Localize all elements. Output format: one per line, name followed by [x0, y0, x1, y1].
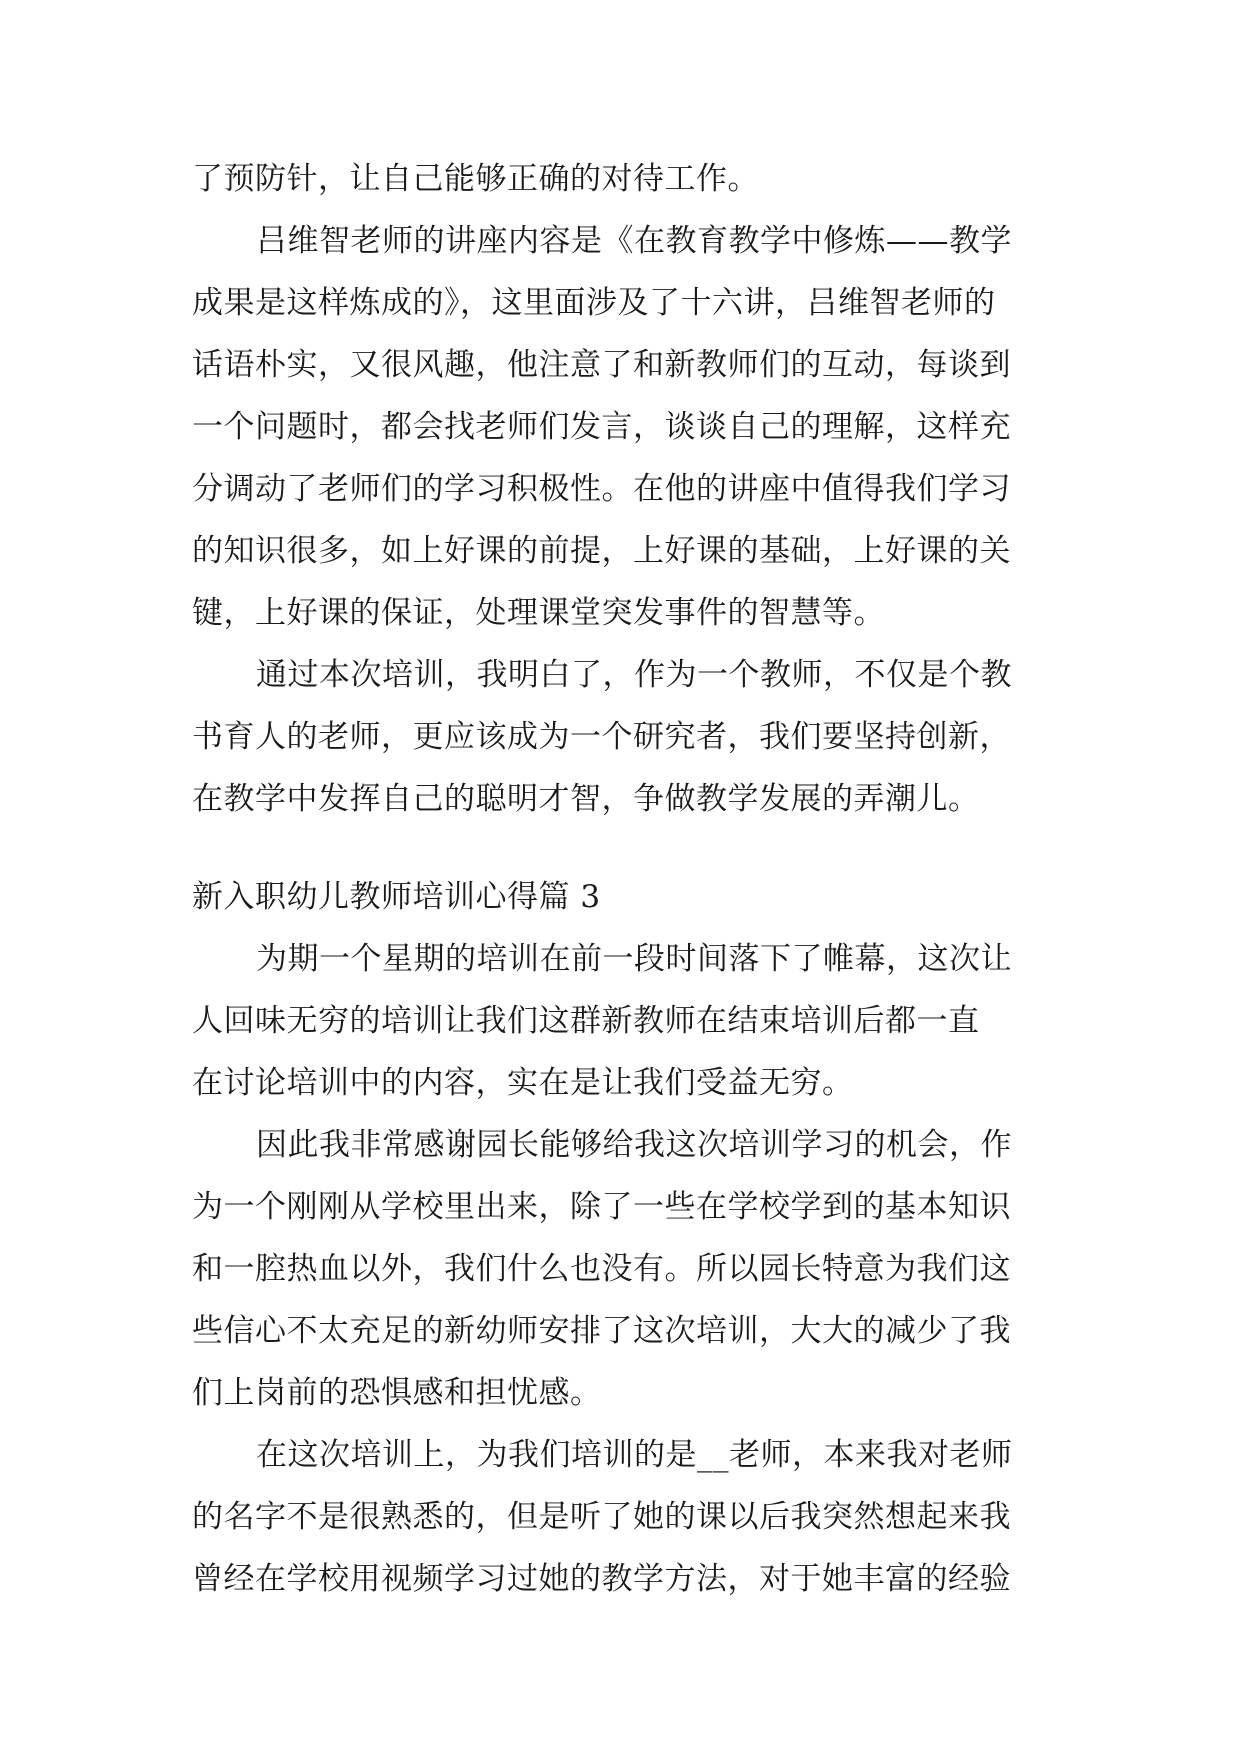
- paragraph-line: 在这次培训上，为我们培训的是__老师，本来我对老师: [256, 1437, 1013, 1473]
- paragraph-line: 键，上好课的保证，处理课堂突发事件的智慧等。: [192, 595, 885, 631]
- paragraph-line: 吕维智老师的讲座内容是《在教育教学中修炼——教学: [256, 223, 1012, 259]
- paragraph-line: 通过本次培训，我明白了，作为一个教师，不仅是个教: [256, 657, 1012, 693]
- paragraph-line: 成果是这样炼成的》，这里面涉及了十六讲，吕维智老师的: [192, 285, 996, 321]
- paragraph-line: 曾经在学校用视频学习过她的教学方法，对于她丰富的经验: [192, 1561, 1011, 1597]
- paragraph-line: 因此我非常感谢园长能够给我这次培训学习的机会，作: [256, 1127, 1012, 1163]
- paragraph-line: 为期一个星期的培训在前一段时间落下了帷幕，这次让: [256, 941, 1012, 977]
- document-body: [192, 148, 1052, 1610]
- paragraph-line: 为一个刚刚从学校里出来，除了一些在学校学到的基本知识: [192, 1189, 1011, 1225]
- paragraph-line: 和一腔热血以外，我们什么也没有。所以园长特意为我们这: [192, 1251, 1011, 1287]
- paragraph-line: 一个问题时，都会找老师们发言，谈谈自己的理解，这样充: [192, 409, 1011, 445]
- paragraph-line: 的名字不是很熟悉的，但是听了她的课以后我突然想起来我: [192, 1499, 1011, 1535]
- paragraph-line: 话语朴实，又很风趣，他注意了和新教师们的互动，每谈到: [192, 347, 1011, 383]
- paragraph-line: 的知识很多，如上好课的前提，上好课的基础，上好课的关: [192, 533, 1011, 569]
- section-spacer: [192, 830, 1052, 866]
- paragraph-line: 了预防针，让自己能够正确的对待工作。: [192, 161, 759, 197]
- paragraph-line: 书育人的老师，更应该成为一个研究者，我们要坚持创新，: [192, 719, 1011, 755]
- section-heading: 新入职幼儿教师培训心得篇 3: [192, 879, 601, 915]
- paragraph-line: 在讨论培训中的内容，实在是让我们受益无穷。: [192, 1065, 854, 1101]
- paragraph-line: 分调动了老师们的学习积极性。在他的讲座中值得我们学习: [192, 471, 1011, 507]
- paragraph-line: 些信心不太充足的新幼师安排了这次培训，大大的减少了我: [192, 1313, 1011, 1349]
- paragraph-line: 人回味无穷的培训让我们这群新教师在结束培训后都一直: [192, 1003, 980, 1039]
- paragraph-line: 们上岗前的恐惧感和担忧感。: [192, 1375, 602, 1411]
- paragraph-line: 在教学中发挥自己的聪明才智，争做教学发展的弄潮儿。: [192, 781, 980, 817]
